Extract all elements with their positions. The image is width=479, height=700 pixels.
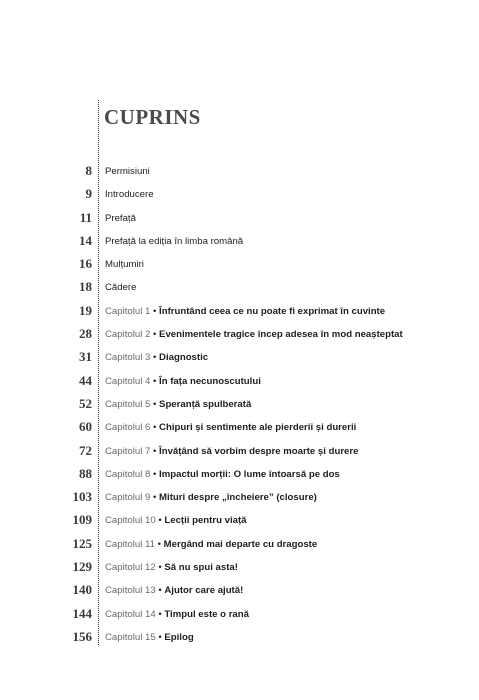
page-title: CUPRINS (104, 105, 201, 129)
page-number: 140 (72, 582, 92, 598)
entry-title: Cădere (105, 282, 137, 294)
bullet-separator: • (153, 352, 157, 364)
page-number: 14 (79, 232, 92, 248)
bullet-separator: • (158, 562, 162, 574)
chapter-label: Capitolul 8 (105, 468, 151, 480)
page-number: 19 (79, 302, 92, 318)
chapter-label: Capitolul 4 (105, 375, 151, 387)
toc-chapter[interactable] (0, 559, 479, 582)
bullet-separator: • (157, 538, 161, 550)
chapter-title: Evenimentele tragice încep adesea în mod neașteptat (159, 329, 403, 341)
table-of-contents (0, 163, 479, 652)
chapter-title: Să nu spui asta! (164, 562, 238, 574)
toc-chapter[interactable] (0, 396, 479, 419)
toc-entry[interactable] (0, 256, 479, 279)
toc-entry[interactable] (0, 210, 479, 233)
chapter-title: Timpul este o rană (164, 608, 249, 620)
page-number: 88 (79, 465, 92, 481)
page-number: 144 (72, 605, 92, 621)
toc-entry[interactable] (0, 233, 479, 256)
bullet-separator: • (153, 329, 157, 341)
entry-title: Prefață (105, 212, 136, 224)
chapter-label: Capitolul 9 (105, 492, 151, 504)
page-number: 109 (72, 512, 92, 528)
chapter-title: Înfruntând ceea ce nu poate fi exprimat în cuvinte (159, 305, 386, 317)
toc-chapter[interactable] (0, 326, 479, 349)
toc-chapter[interactable] (0, 443, 479, 466)
bullet-separator: • (153, 492, 157, 504)
toc-entry[interactable] (0, 279, 479, 302)
page-number: 44 (79, 372, 92, 388)
toc-chapter[interactable] (0, 466, 479, 489)
page-number: 103 (72, 489, 92, 505)
entry-title: Introducere (105, 189, 154, 201)
chapter-title: Impactul morții: O lume întoarsă pe dos (159, 468, 340, 480)
page-number: 18 (79, 279, 92, 295)
page-number: 156 (72, 628, 92, 644)
bullet-separator: • (153, 375, 157, 387)
bullet-separator: • (153, 468, 157, 480)
toc-entry[interactable] (0, 186, 479, 209)
toc-chapter[interactable] (0, 512, 479, 535)
toc-chapter[interactable] (0, 582, 479, 605)
chapter-title: Speranță spulberată (159, 398, 252, 410)
toc-entry[interactable] (0, 163, 479, 186)
bullet-separator: • (158, 631, 162, 643)
chapter-title: Diagnostic (159, 352, 209, 364)
chapter-title: Învățând să vorbim despre moarte și durere (159, 445, 359, 457)
toc-chapter[interactable] (0, 606, 479, 629)
chapter-title: În fața necunoscutului (159, 375, 261, 387)
bullet-separator: • (158, 515, 162, 527)
toc-chapter[interactable] (0, 303, 479, 326)
toc-chapter[interactable] (0, 536, 479, 559)
chapter-label: Capitolul 13 (105, 585, 156, 597)
chapter-title: Ajutor care ajută! (164, 585, 244, 597)
chapter-label: Capitolul 1 (105, 305, 151, 317)
page-number: 129 (72, 559, 92, 575)
chapter-label: Capitolul 7 (105, 445, 151, 457)
bullet-separator: • (153, 422, 157, 434)
chapter-label: Capitolul 15 (105, 631, 156, 643)
chapter-title: Epilog (164, 631, 194, 643)
page-number: 72 (79, 442, 92, 458)
toc-chapter[interactable] (0, 629, 479, 652)
chapter-label: Capitolul 3 (105, 352, 151, 364)
page-number: 16 (79, 256, 92, 272)
bullet-separator: • (153, 445, 157, 457)
chapter-label: Capitolul 6 (105, 422, 151, 434)
chapter-title: Chipuri și sentimente ale pierderii și durerii (159, 422, 357, 434)
page-number: 28 (79, 326, 92, 342)
entry-title: Permisiuni (105, 166, 150, 177)
chapter-title: Mergând mai departe cu dragoste (163, 538, 318, 550)
page-number: 60 (79, 419, 92, 435)
toc-chapter[interactable] (0, 349, 479, 372)
page-number: 11 (79, 209, 92, 225)
chapter-label: Capitolul 2 (105, 329, 151, 341)
chapter-label: Capitolul 12 (105, 562, 156, 574)
entry-title: Mulțumiri (105, 259, 144, 271)
bullet-separator: • (158, 585, 162, 597)
toc-chapter[interactable] (0, 419, 479, 442)
bullet-separator: • (153, 398, 157, 410)
page-number: 52 (79, 395, 92, 411)
page-number: 31 (79, 349, 92, 365)
bullet-separator: • (158, 608, 162, 620)
chapter-label: Capitolul 11 (105, 538, 155, 550)
chapter-label: Capitolul 14 (105, 608, 156, 620)
chapter-label: Capitolul 5 (105, 398, 151, 410)
page-number: 8 (85, 163, 92, 178)
entry-title: Prefață la ediția în limba română (105, 235, 244, 247)
bullet-separator: • (153, 305, 157, 317)
chapter-label: Capitolul 10 (105, 515, 156, 527)
page-number: 125 (72, 535, 92, 551)
chapter-title: Lecții pentru viață (164, 515, 247, 527)
page-number: 9 (85, 186, 92, 202)
toc-chapter[interactable] (0, 489, 479, 512)
chapter-title: Mituri despre „încheiere” (closure) (159, 492, 317, 504)
toc-chapter[interactable] (0, 373, 479, 396)
